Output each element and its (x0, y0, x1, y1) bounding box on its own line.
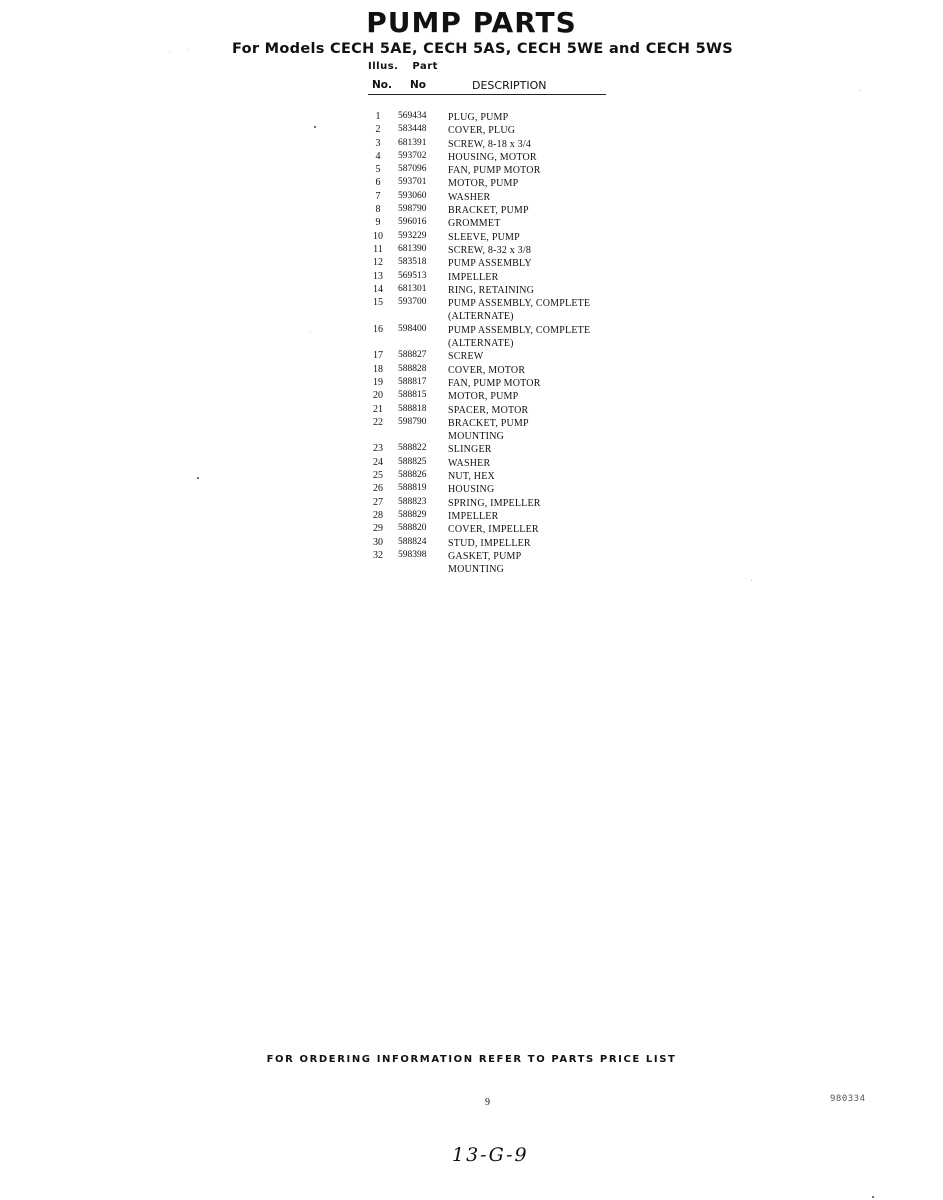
part-row (368, 244, 628, 257)
part-row (368, 217, 628, 230)
ordering-note: FOR ORDERING INFORMATION REFER TO PARTS PRICE LIST (266, 1054, 677, 1065)
part-number: 588817 (398, 376, 427, 387)
scan-speck (314, 126, 316, 128)
description-line: BRACKET, PUMP (448, 205, 529, 217)
part-description (448, 204, 618, 217)
part-number: 588827 (398, 350, 427, 361)
description-line: SCREW (448, 351, 484, 363)
part-row (368, 523, 628, 536)
part-number: 588815 (398, 390, 427, 401)
description-line: GROMMET (448, 218, 501, 230)
description-line: MOTOR, PUMP (448, 391, 519, 403)
part-number: 596016 (398, 217, 427, 228)
part-description (448, 177, 618, 190)
part-number: 569513 (398, 270, 427, 281)
illus-no: 5 (375, 164, 381, 176)
illus-no: 22 (373, 416, 383, 428)
part-description (448, 350, 618, 363)
part-row (368, 191, 628, 204)
part-label: Part (412, 61, 438, 72)
part-description (448, 124, 618, 137)
part-row (368, 138, 628, 151)
scan-speck (188, 49, 189, 50)
models-subtitle: For Models CECH 5AE, CECH 5AS, CECH 5WE and CECH 5WS (232, 41, 733, 57)
part-description (448, 284, 618, 297)
illus-no: 15 (373, 297, 383, 309)
part-number: 593702 (398, 150, 427, 161)
part-number: 598790 (398, 416, 427, 427)
part-row (368, 350, 628, 363)
parts-list (368, 111, 628, 576)
part-description (448, 404, 618, 417)
part-number: 588825 (398, 456, 427, 467)
part-description (448, 138, 618, 151)
description-line: GASKET, PUMP (448, 550, 522, 562)
part-row (368, 231, 628, 244)
part-row (368, 177, 628, 190)
part-number: 588826 (398, 470, 427, 481)
illus-no: 27 (373, 496, 383, 508)
part-description (448, 470, 618, 483)
illus-no: 25 (373, 470, 383, 482)
description-line: IMPELLER (448, 271, 499, 283)
illus-no: 20 (373, 390, 383, 402)
part-number: 588824 (398, 536, 427, 547)
illus-no: 2 (375, 124, 381, 136)
part-row (368, 364, 628, 377)
description-line-2: MOUNTING (448, 564, 505, 576)
part-description (448, 390, 618, 403)
illus-no: 26 (373, 483, 383, 495)
illus-no: 23 (373, 443, 383, 455)
illus-no: 16 (373, 323, 383, 335)
part-description (448, 271, 618, 284)
part-number: 681391 (398, 137, 427, 148)
scan-speck (197, 477, 199, 479)
part-description (448, 457, 618, 470)
part-description (448, 523, 618, 536)
part-number: 569434 (398, 111, 427, 121)
part-row (368, 417, 628, 444)
description-line: HOUSING (448, 484, 495, 496)
part-number: 593060 (398, 190, 427, 201)
description-line: MOTOR, PUMP (448, 178, 519, 190)
description-line: HOUSING, MOTOR (448, 151, 537, 163)
illus-label: Illus. (368, 61, 399, 72)
part-row (368, 390, 628, 403)
part-row (368, 151, 628, 164)
part-number: 681301 (398, 283, 427, 294)
part-description (448, 443, 618, 456)
part-number: 593700 (398, 297, 427, 308)
scan-speck (169, 51, 170, 52)
description-line: FAN, PUMP MOTOR (448, 377, 541, 389)
illus-no: 29 (373, 523, 383, 535)
part-number: 593229 (398, 230, 427, 241)
description-line-2: MOUNTING (448, 431, 505, 443)
illus-no: 32 (373, 549, 383, 561)
description-header: DESCRIPTION (472, 79, 547, 92)
description-line: SLINGER (448, 444, 492, 456)
description-line: RING, RETAINING (448, 284, 535, 296)
illus-no: 1 (375, 111, 381, 122)
part-row (368, 497, 628, 510)
part-row (368, 284, 628, 297)
illus-no: 9 (375, 217, 381, 229)
description-line: NUT, HEX (448, 471, 495, 483)
illus-no: 13 (373, 270, 383, 282)
scan-speck (872, 1196, 874, 1198)
part-number: 588823 (398, 496, 427, 507)
description-line-2: (ALTERNATE) (448, 311, 514, 323)
part-description (448, 257, 618, 270)
illus-no: 7 (375, 190, 381, 202)
column-header-top (368, 61, 438, 72)
illus-no: 14 (373, 283, 383, 295)
illus-no: 19 (373, 376, 383, 388)
illus-no: 6 (375, 177, 381, 189)
handwritten-note: 13-G-9 (452, 1144, 529, 1166)
part-description (448, 231, 618, 244)
illus-no: 18 (373, 363, 383, 375)
description-line: COVER, PLUG (448, 125, 516, 137)
description-line: SPRING, IMPELLER (448, 497, 541, 509)
part-description (448, 550, 618, 577)
part-number: 681390 (398, 243, 427, 254)
part-description (448, 244, 618, 257)
description-line: PUMP ASSEMBLY, COMPLETE (448, 298, 591, 310)
description-line: PLUG, PUMP (448, 112, 509, 123)
illus-no: 12 (373, 257, 383, 269)
part-number: 588818 (398, 403, 427, 414)
description-line: SLEEVE, PUMP (448, 231, 520, 243)
illus-no: 30 (373, 536, 383, 548)
part-description (448, 164, 618, 177)
part-row (368, 324, 628, 351)
part-number: 588822 (398, 443, 427, 454)
part-row (368, 537, 628, 550)
description-line: STUD, IMPELLER (448, 537, 531, 549)
description-line: COVER, IMPELLER (448, 524, 539, 536)
illus-no-header: No. (372, 79, 392, 91)
part-row (368, 550, 628, 577)
part-description (448, 297, 618, 324)
part-row (368, 297, 628, 324)
page-title: PUMP PARTS (366, 6, 577, 39)
part-row (368, 470, 628, 483)
page-number: 9 (485, 1097, 490, 1108)
part-row (368, 510, 628, 523)
part-row (368, 443, 628, 456)
part-description (448, 324, 618, 351)
part-description (448, 151, 618, 164)
part-row (368, 271, 628, 284)
part-row (368, 204, 628, 217)
part-number: 588829 (398, 509, 427, 520)
description-line: SPACER, MOTOR (448, 404, 529, 416)
column-header-row (368, 78, 606, 95)
part-description (448, 537, 618, 550)
part-number: 583448 (398, 124, 427, 135)
part-row (368, 457, 628, 470)
part-description (448, 111, 618, 124)
illus-no: 24 (373, 456, 383, 468)
part-row (368, 377, 628, 390)
part-description (448, 483, 618, 496)
illus-no: 17 (373, 350, 383, 362)
document-code: 980334 (830, 1094, 866, 1104)
part-number: 588828 (398, 363, 427, 374)
part-description (448, 364, 618, 377)
illus-no: 4 (375, 150, 381, 162)
part-number: 588819 (398, 483, 427, 494)
part-number: 587096 (398, 164, 427, 175)
part-description (448, 377, 618, 390)
part-number: 588820 (398, 523, 427, 534)
illus-no: 8 (375, 204, 381, 216)
part-row (368, 124, 628, 137)
description-line: FAN, PUMP MOTOR (448, 165, 541, 177)
description-line: WASHER (448, 457, 491, 469)
description-line: PUMP ASSEMBLY, COMPLETE (448, 324, 591, 336)
description-line: SCREW, 8-18 x 3/4 (448, 138, 532, 150)
part-number: 593701 (398, 177, 427, 188)
illus-no: 3 (375, 137, 381, 149)
scan-speck (310, 331, 311, 332)
part-number: 598790 (398, 204, 427, 215)
scan-speck (859, 90, 860, 91)
part-number: 583518 (398, 257, 427, 268)
part-row (368, 111, 628, 124)
part-number: 598400 (398, 323, 427, 334)
part-description (448, 510, 618, 523)
part-row (368, 257, 628, 270)
part-number: 598398 (398, 549, 427, 560)
part-row (368, 404, 628, 417)
illus-no: 21 (373, 403, 383, 415)
part-row (368, 164, 628, 177)
description-line: BRACKET, PUMP (448, 417, 529, 429)
part-description (448, 417, 618, 444)
part-no-header: No (410, 79, 427, 91)
illus-no: 11 (373, 243, 383, 255)
description-line: WASHER (448, 191, 491, 203)
description-line-2: (ALTERNATE) (448, 338, 514, 350)
description-line: PUMP ASSEMBLY (448, 258, 532, 270)
description-line: IMPELLER (448, 510, 499, 522)
scan-speck (751, 580, 752, 581)
illus-no: 28 (373, 509, 383, 521)
part-row (368, 483, 628, 496)
illus-no: 10 (373, 230, 383, 242)
part-description (448, 497, 618, 510)
part-description (448, 217, 618, 230)
part-description (448, 191, 618, 204)
description-line: COVER, MOTOR (448, 364, 526, 376)
description-line: SCREW, 8-32 x 3/8 (448, 244, 532, 256)
